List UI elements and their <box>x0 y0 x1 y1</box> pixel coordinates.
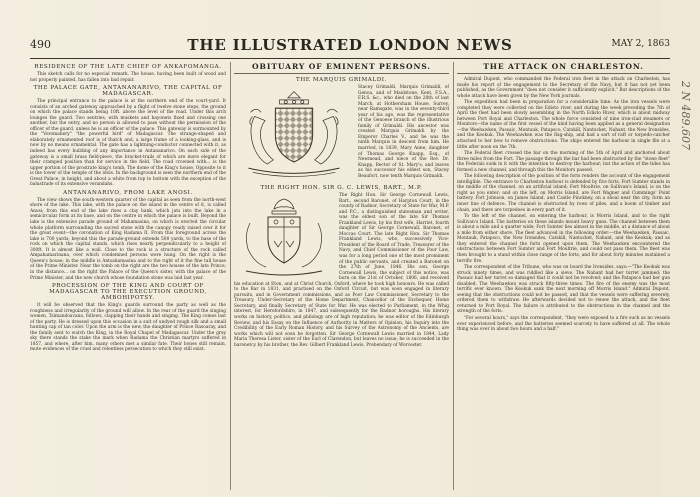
column-obituary <box>234 62 449 490</box>
heading-sir-g-c-lewis: THE RIGHT HON. SIR G. C. LEWIS, BART., M.P. <box>260 185 423 191</box>
heading-charleston: THE ATTACK ON CHARLESTON. <box>483 62 644 71</box>
heading-obituary: OBITUARY OF EMINENT PERSONS. <box>252 62 431 71</box>
paragraph-lake-anosi: The view shows the south-western quarter of the capital as seen from the north-west shore of the lake. This lake, with the palace on the island in the centre of it, is called Anosi; from this end of the lake rises a clay bank, which juts into the lake in a semicircular form at its base, and on the centre in which the palace is built. Beyond the lake is the extensive parade ground of Mahamasina, on which is erected the circular whole platform surrounding the sacred stone with the canopy ready raised over it for the great event—the coronation of King Radama II. From this foreground across the lake is 700 yards; beyond this the parade-ground extends 500 yards, to the base of the rock on which the capital stands, which rises nearly perpendicularly to a height of 300ft. It is almost like a wall. Close to the rock is a structure of the rock called Ampahamarinana, over which condemned persons were hung. On the right is the Queen's house; in the middle is Antsahamasina and to the right of it the fine tall house of the Prime Minister. Near the tomb on the right are the two houses of the late Prince; in the distance... on the right the Palace of the Queen's sister, with the palace of the Prime Minister, and the new church whose foundation stone was laid last year. <box>30 197 226 281</box>
handwritten-catalogue-note: 2 N 489.607 <box>679 80 692 150</box>
heading-palace-gate: THE PALACE GATE, ANTANANARIVO, THE CAPITAL OF MADAGASCAR. <box>33 85 223 98</box>
masthead: THE ILLUSTRATED LONDON NEWS <box>187 36 513 54</box>
issue-date: MAY 2, 1863 <box>611 39 670 49</box>
page-header <box>30 36 670 59</box>
paragraph-charleston-3: The Federal fleet crossed the bar on the morning of the 5th of April and anchored about three miles from the Fort. The passage through the bar had been obstructed by the "stone fleet" the Federals sunk in it with the intention to destroy the harbour; but the action of the tides has formed a new channel, and through this the Monitors passed. <box>457 151 670 173</box>
column-rule-right <box>453 62 454 490</box>
grimaldi-arms-engraving <box>234 85 354 181</box>
heading-marquis-grimaldi: THE MARQUIS GRIMALDI. <box>295 77 387 83</box>
heading-lake-anosi: ANTANANARIVO, FROM LAKE ANOSI. <box>63 189 193 196</box>
column-charleston <box>457 62 670 490</box>
paragraph-lewis: The Right Hon. Sir George Cornewall Lewis, Bart., second Baronet, of Harpton Court, in the county of Radnor, Secretary of State for War, M.P. and P.C., a distinguished statesman and writer, was the eldest son of the late Sir Thomas Frankland Lewis, by his first wife, Harriet, fourth daughter of Sir George Cornewall, Baronet, of Moccas Court. The late Right Hon. Sir Thomas Frankland Lewis, who, successively Vice-President of the Board of Trade, Treasurer of the Navy, and Chief Commissioner of the Poor Law, was for a long period one of the most prominent of the public servants, and created a Baronet on the 27th of June, 1846. His son, George Cornewall Lewis, the subject of this notice, was born on the 21st of October, 1806, and received his education at Eton, and at Christ Church, Oxford, where he took high honours. He was called to the Bar in 1831, and practised on the Oxford Circuit, but was soon engaged in literary pursuits, and in Government commissions, and as Poor Law Commissioner, Secretary to the Treasury, Under-Secretary of the Home Department, Chancellor of the Exchequer, Home Secretary, and finally Secretary of State for War. He was elected to Parliament, in the Whig interest, for Herefordshire, in 1847, and subsequently for the Radnor boroughs. His literary works on history, politics, and philology are of high reputation; he was editor of the Edinburgh Review, and his Essay on the Influence of Authority in Matters of Opinion, his Inquiry into the Credibility of the Early Roman History, and his Survey of the Astronomy of the Ancients, are works which will not soon be forgotten. Sir George Cornewall Lewis married in 1844, Lady Maria Theresa Lister, sister of the Earl of Clarendon, but leaves no issue; he is succeeded in the baronetcy by his brother, the Rev. Gilbert Frankland Lewis, Prebendary of Worcester. <box>234 193 449 348</box>
paragraph-charleston-7: "For several hours," says the correspondent, "they were exposed to a fire such as no vessels ever experienced before, and the batteries seemed scarcely to have suffered at all. The whole thing was over in about two hours and a half." <box>457 315 670 333</box>
grimaldi-block <box>234 85 449 179</box>
paragraph-charleston-1: Admiral Dupont, who commanded the Federal iron fleet in the attack on Charleston, has made his report of the engagement to the Secretary of the Navy, but it has not yet been published, as the Government "does not consider it sufficiently explicit." But descriptions of the whole attack have been given by the New York journals. <box>457 77 670 99</box>
heading-residence: RESIDENCE OF THE LATE CHIEF OF ANKAFOMANGA. <box>34 64 222 70</box>
paragraph-procession: It will be observed that the King's guards surround the party as well as the roughness and irregularity of the ground will allow. In the rear of the guard the singing women, Tsimandoavana, follows, clapping their hands and singing. The King comes last of the party. He is dressed upon this occasion in a suit of undyed rough silk and a small hunting cap of tan color. Upon the arm is the new, the daughter of Prince Rasoaray, and the family sent to watch the King, in the Royal Chapel of Madagascar. Under the grey sky there stands the stake the mark when Radama the Christian martyrs suffered in 1857, and where, after him, many others met a similar fate. Their bones still remain, mute evidences of the cruel and relentless persecution to which they still exist. <box>30 303 226 353</box>
paragraph-residence: This sketch calls for no especial remark. The house, having been built of wood and not properly painted, has fallen into bad repair. <box>30 72 226 83</box>
paragraph-charleston-6: The correspondent of the Tribune, who was on board the Ironsides, says:—"The Keokuk was struck ninety times, and was riddled like a sieve. The Nahant had her turret jammed; the Passaic had her turret so damaged that it could not be revolved; and the Patapsco had her gun disabled. The Weehawken was struck fifty-three times. The fire of the enemy was the most terrific ever known. The Keokuk sank the next morning off Morris Island." Admiral Dupont, seeing that the obstructions could not be passed, and that the vessels were suffering severely, ordered them to withdraw. He afterwards decided not to renew the attack, and the fleet returned to Port Royal. The failure is attributed to the obstructions in the channel and the strength of the forts. <box>457 265 670 315</box>
lewis-arms-engraving <box>234 193 334 279</box>
paragraph-charleston-2: The expedition had been in preparation for a considerable time. As the iron vessels were completed they were collected on the Edisto river, and during the week preceding the 7th of April the fleet had been slowly assembling in the North Edisto River, which is about midway between Port Royal and Charleston. The whole force consisted of nine iron-clad steamers or Monitors—the name of the first vessel of the kind having been applied as a general designation—the Weehawken, Passaic, Montauk, Patapsco, Catskill, Nantucket, Nahant, the New Ironsides, and the Keokuk. The Weehawken was the flag-ship, and had a sort of raft or torpedo-catcher attached to her bow to remove obstructions. The ships entered the harbour in single file at a little after noon on the 7th. <box>457 100 670 150</box>
paragraph-palace-gate: The principal entrance to the palace is at the northern end of the court-yard. It consists of an arched gateway approached by a flight of twelve stone steps, the ground on which the palace stands being 10ft. above the level of the road. Under this arch lounges the guard. Two sentries, with muskets and bayonets fixed and crossing one another, bar the entry, and no person is allowed to pass without the permission of the officer of the guard, unless he is an officer of the palace. This gateway is surmounted by the "Voromahery" "the powerful bird" of Madagascar. The strange-shaped and elaborately ornamented roof is of thatch and, a large frame of a looking-glass, and is now by no means ornamental. The gate has a lightning-conductor connected with it, as indeed has every building of any importance in Antananarivo. On each side of the gateway is a small brass field-piece, the bracket-trails of which are more elegant for their cramped position than for service in the field. The road crowned with... is the upper portion of the prostrate king's tomb, The dome of the King's house, Opposite to it is the tower of the temple of the idols. In the background is seen the northern end of the Great Palace, in height, and about a white from top to bottom with the exception of the balustrade of its extensive verandahs. <box>30 99 226 188</box>
paragraph-charleston-4: The following description of the position of the forts renders the account of the engagement intelligible. The entrance to Charleston harbour is defended by five forts. Fort Sumter stands in the middle of the channel, on an artificial island; Fort Moultrie, on Sullivan's Island, is on the right as you enter; and on the left, on Morris Island, are Fort Wagner and Cummings' Point battery. Fort Johnson, on James Island, and Castle Pinckney, on a shoal near the city, form an inner line of defence. The channel is obstructed by rows of piles, and a boom of timber and chain, and there are torpedoes in every part of it. <box>457 174 670 213</box>
paragraph-charleston-5: To the left of the channel, on entering the harbour, is Morris Island, and to the right Sullivan's Island. The batteries on these islands mount heavy guns. The channel between them is about a mile and a quarter wide; Fort Sumter lies almost in the middle, at a distance of about a mile from either shore. The fleet advanced in the following order:—the Weehawken, Passaic, Montauk, Patapsco, the New Ironsides, Catskill, Nantucket, Nahant, and the Keokuk; and as they entered the channel the forts opened upon them. The Weehawken encountered the obstructions between Fort Sumter and Fort Moultrie, and could not pass them. The fleet was then brought to a stand within close range of the forts, and for about forty minutes sustained a terrific fire. <box>457 214 670 264</box>
column-madagascar <box>30 62 226 490</box>
heading-procession: PROCESSION OF THE KING AND COURT OF MADAGASCAR TO THE EXECUTION GROUND, AMBOHIPOTSY. <box>49 283 207 302</box>
column-rule-left <box>230 62 231 490</box>
paragraph-grimaldi: Stacey Grimaldi, Marquis Grimaldi, of Genoa, and of Maidstone, Kent, F.S.A., F.R.S. &c., who died on the 28th of last March, at Hothersham House, Surrey, near Ramsgate, was in the seventy-third year of his age, was the representative of the Genoese branch of the illustrious family of Grimaldi. His ancestor was created Marquis Grimaldi by the Emperor Charles V., and he was the ninth Marquis in descent from him. He married, in 1839, Mary Anne, daughter of Thomas George Knapp, Esq., of Newmead, and niece of the Rev. Dr. Knapp, Rector of St. Mary's; and leaves as his successor his eldest son, Stacey Beaufort, now tenth Marquis Grimaldi. <box>358 85 449 179</box>
lewis-block <box>234 193 449 348</box>
heading-rule-charleston <box>457 73 670 74</box>
heading-rule <box>234 73 449 74</box>
page-number: 490 <box>30 38 51 51</box>
